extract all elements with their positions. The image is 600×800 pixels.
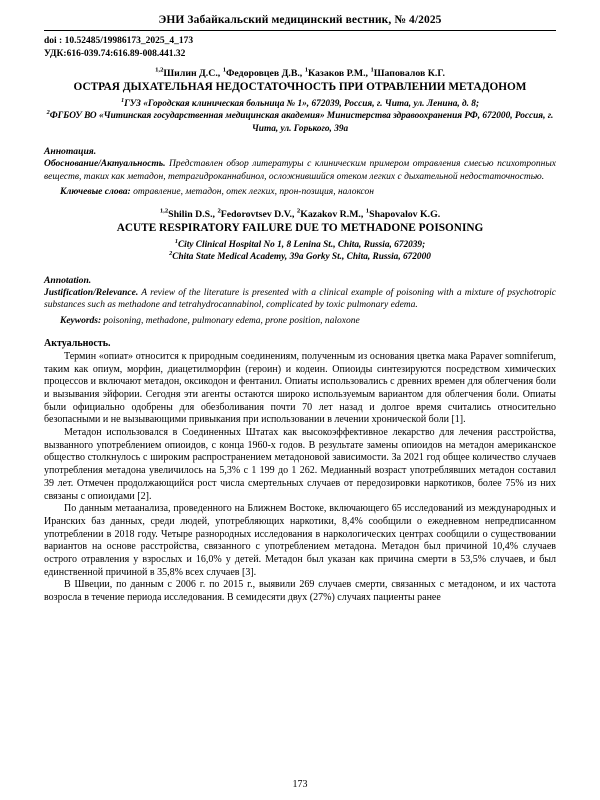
annotation-label-ru: Аннотация. [44, 146, 97, 158]
author-affil-marker: 1,2 [159, 208, 169, 216]
body-paragraph: Метадон использовался в Соединенных Штатах как высокоэффективное лекарство для лечения расстройства, вызванного употреблением опиоидов, с конца 1960-х годов. В результате замены опиоидов на метадон американское общество столкнулось с широким распространением метадоновой зависимости. За 2021 год общее количество случаев употребления метадона увеличилось на 5,3% с 1 199 до 1 262. Медианный возраст употреблявших метадон составил 39 лет. Отмечен продолжающийся рост числа смертельных случаев от передозировки наркотиков, более 75% из них связаны с опиоидами [2]. [44, 427, 556, 502]
doi-text: doi : 10.52485/19986173_2025_4_173 [44, 36, 194, 46]
author-affil-marker: 1 [304, 66, 309, 74]
article-title-ru: ОСТРАЯ ДЫХАТЕЛЬНАЯ НЕДОСТАТОЧНОСТЬ ПРИ ОТРАВЛЕНИИ МЕТАДОНОМ [73, 81, 527, 94]
relevance-label-ru: Обоснование/Актуальность. [44, 159, 166, 170]
affil-marker: 2 [46, 109, 50, 117]
keywords-ru [44, 186, 556, 198]
keywords-label-en: Keywords: [60, 315, 102, 326]
header-divider [44, 30, 556, 31]
author-affil-marker: 1,2 [155, 66, 164, 74]
udk-text: УДК:616-039.74:616.89-008.441.32 [44, 48, 186, 59]
affiliation-ru-1: $^1$ГУЗ «Городская клиническая больница № 1», 672039, Россия, г. Чита, ул. Ленина, д. 8; [120, 96, 480, 109]
relevance-ru [44, 158, 556, 183]
keywords-text-en: poisoning, methadone, pulmonary edema, prone position, naloxone [101, 315, 360, 326]
section-heading-relevance: Актуальность. [44, 337, 111, 349]
author-affil-marker: 2 [296, 208, 301, 216]
identifiers-block [44, 35, 556, 60]
authors-ru: $^{1,2}$Шилин Д.С., $^1$Федоровцев Д.В., $^1$Казаков Р.М., $^1$Шаповалов К.Г. [155, 66, 445, 80]
affiliation-en-1: $^1$City Clinical Hospital No 1, 8 Lenina St., Chita, Russia, 672039; [174, 237, 426, 250]
body-paragraph: В Швеции, по данным с 2006 г. по 2015 г., выявили 269 случаев смерти, связанных с метадоном, и их частота возросла в течение периода исследования. В семидесяти двух (27%) случаях пациенты ранее [44, 579, 556, 604]
keywords-label-ru: Ключевые слова: [60, 186, 131, 197]
relevance-label-en: Justification/Relevance. [44, 287, 139, 298]
affil-marker: 2 [169, 250, 173, 258]
affil-marker: 1 [174, 237, 178, 245]
journal-header: ЭНИ Забайкальский медицинский вестник, № 4/2025 [158, 14, 442, 26]
body-paragraph: По данным метаанализа, проведенного на Ближнем Востоке, включающего 65 исследований из международных и Иранских баз данных, среди людей, употребляющих наркотики, 8,4% сообщили о ежедневном непредписанном употреблении в 2018 году. Четыре разнородных исследования в наркологических центрах сообщили о существовании вариантов на основе расстройства, связанного с употреблением метадона. Метадон был причиной 10,4% случаев острого отравления у взрослых и 16,0% у детей. Метадон был указан как причина смерти в 53,5% случаев, и был единственной причиной в 35,8% всех случаев [3]. [44, 503, 556, 578]
article-title-en: ACUTE RESPIRATORY FAILURE DUE TO METHADONE POISONING [116, 222, 484, 235]
affil-marker: 1 [120, 96, 125, 104]
affiliation-ru-2: $^2$ФГБОУ ВО «Читинская государственная медицинская академия» Министерства здравоохранения РФ, 672000, Россия, г. Чита, ул. Горького, 39а [46, 109, 554, 134]
author-affil-marker: 1 [222, 66, 227, 74]
author-affil-marker: 2 [217, 208, 221, 216]
authors-en: $^{1,2}$Shilin D.S., $^2$Fedorovtsev D.V., $^2$Kazakov R.M., $^1$Shapovalov K.G. [159, 208, 441, 221]
relevance-text-ru: Представлен обзор литературы с клиническим примером отравления смесью психотропных веществ, таких как метадон, тетрагидроканнабинол, осложнившийся отеком легких с дыхательной недостаточностью. [44, 159, 556, 182]
author-affil-marker: 1 [370, 66, 374, 74]
relevance-text-en: A review of the literature is presented with a clinical example of poisoning with a mixture of psychotropic substances such as methadone and tetrahydrocannabinol, complicated by toxic pulmonary edema. [44, 287, 556, 311]
body-paragraph: Термин «опиат» относится к природным соединениям, полученным из основания цветка мака Papaver somniferum, таким как опиум, морфин, диацетилморфин (героин) и кодеин. Опиоиды синтезируются посредством химических процессов и включают метадон, оксикодон и фентанил. Опиаты использовались с древних времен для облегчения боли и вызывания эйфории. Сегодня эти агенты остаются широко используемым вариантом для облегчения боли. Опиаты были официально одобрены для обезболивания почти 70 лет назад и долгое время считались относительно безопасными и не вызывающими привыкания при использовании в лечении хронической боли [1]. [44, 350, 556, 426]
author-affil-marker: 1 [365, 208, 370, 216]
keywords-text-ru: отравление, метадон, отек легких, прон-позиция, налоксон [130, 186, 374, 197]
annotation-label-en: Annotation. [44, 274, 92, 286]
affiliation-en-2: $^2$Chita State Medical Academy, 39a Gorky St., Chita, Russia, 672000 [169, 250, 431, 263]
relevance-en [44, 287, 556, 312]
keywords-en [44, 315, 556, 327]
page-number: 173 [292, 779, 308, 790]
